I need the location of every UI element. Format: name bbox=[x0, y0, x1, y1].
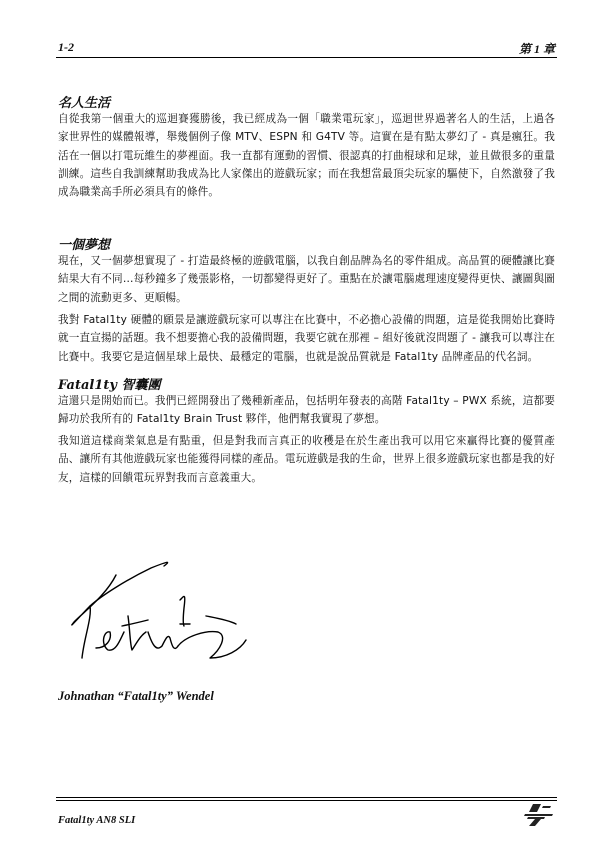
paragraph-brain-trust-2: 我知道這樣商業氣息是有點重，但是對我而言真正的收穫是在於生產出我可以用它來贏得比賽的優質產品、讓所有其他遊戲玩家也能獲得同樣的產品。電玩遊戲是我的生命，世界上很多遊戲玩家也都是我的好友，這樣的回饋電玩界對我而言意義重大。 bbox=[58, 435, 555, 484]
paragraph-dream-2: 我對 Fatal1ty 硬體的願景是讓遊戲玩家可以專注在比賽中，不必擔心設備的問題，這是從我開始比賽時就一直宣揚的話題。我不想要擔心我的設備問題，我要它就在那裡 – 組好後就沒問題了 - 讓我可以專注在比賽中。我要它是這個星球上最快、最穩定的電腦，也就是說品質就是 Fatal1ty 品牌產品的代名詞。 bbox=[58, 314, 555, 363]
fatal1ty-logo-icon bbox=[519, 802, 557, 828]
section-title-a-dream: 一個夢想 bbox=[58, 238, 111, 253]
handwritten-signature bbox=[56, 540, 256, 680]
chapter-label: 第 1 章 bbox=[518, 42, 555, 56]
header-rule bbox=[56, 57, 557, 58]
paragraph-brain-trust-1: 這還只是開始而已。我們已經開發出了幾種新產品，包括明年發表的高階 Fatal1ty – PWX 系統，這都要歸功於我所有的 Fatal1ty Brain Trust 夥伴，他們幫我實現了夢想。 bbox=[58, 395, 555, 426]
paragraph-celebrity-life: 自從我第一個重大的巡迴賽獲勝後，我已經成為一個「職業電玩家」，巡迴世界過著名人的生活，上過各家世界性的媒體報導，舉幾個例子像 MTV、ESPN 和 G4TV 等。這實在是有點太夢幻了 - 真是瘋狂。我活在一個以打電玩維生的夢裡面。我一直都有運動的習慣、很認真的打曲棍球和足球，並且做很多的重量訓練。這些自我訓練幫助我成為比人家傑出的遊戲玩家；而在我想當最頂尖玩家的驅使下，自然激發了我成為職業高手所必須具有的條件。 bbox=[58, 113, 555, 199]
section-title-brain-trust: Fatal1ty 智囊團 bbox=[58, 378, 161, 393]
footer-rule bbox=[56, 797, 557, 798]
paragraph-dream-1: 現在，又一個夢想實現了 - 打造最終極的遊戲電腦，以我自創品牌為名的零件組成。高品質的硬體讓比賽結果大有不同…每秒鐘多了幾張影格，一切都變得更好了。重點在於讓電腦處理速度變得更快、讓圖與圖之間的流動更多、更順暢。 bbox=[58, 255, 555, 304]
footer-rule-double bbox=[56, 800, 557, 801]
footer-product-name: Fatal1ty AN8 SLI bbox=[58, 815, 136, 826]
section-title-celebrity-life: 名人生活 bbox=[58, 96, 111, 111]
page-number: 1-2 bbox=[58, 40, 74, 54]
signature-name: Johnathan “Fatal1ty” Wendel bbox=[58, 689, 214, 703]
